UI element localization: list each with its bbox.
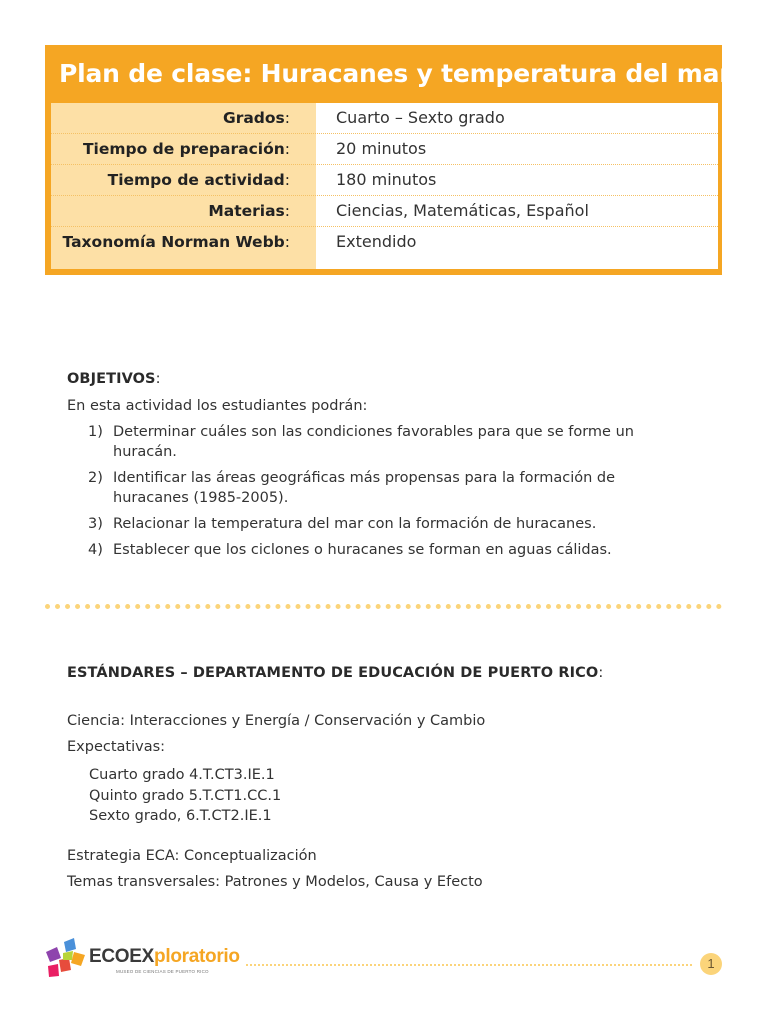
objectives-intro: En esta actividad los estudiantes podrán:: [67, 398, 368, 414]
standards-ciencia: Ciencia: Interacciones y Energía / Conservación y Cambio: [67, 713, 486, 729]
info-row-preparacion: [51, 134, 718, 165]
info-value: Extendido: [316, 227, 718, 269]
list-item: Quinto grado 5.T.CT1.CC.1: [89, 787, 282, 804]
list-item: Sexto grado, 6.T.CT2.IE.1: [89, 808, 272, 824]
info-row-grados: [51, 103, 718, 134]
list-item: Cuarto grado 4.T.CT3.IE.1: [89, 767, 275, 783]
standards-heading: ESTÁNDARES – DEPARTAMENTO DE EDUCACIÓN DE PUERTO RICO:: [67, 665, 604, 681]
info-value: Cuarto – Sexto grado: [316, 103, 718, 134]
objectives-heading: OBJETIVOS:: [67, 371, 161, 387]
lesson-plan-header: [45, 45, 732, 275]
page-title: Plan de clase: Huracanes y temperatura del mar: [59, 59, 732, 88]
info-label: Tiempo de preparación:: [51, 134, 316, 165]
section-divider: [45, 604, 722, 609]
info-label: Grados:: [51, 103, 316, 134]
info-table: [51, 103, 718, 269]
info-row-taxonomia: [51, 227, 718, 269]
logo-subtitle: MUSEO DE CIENCIAS DE PUERTO RICO: [116, 969, 209, 974]
expectativas-list: [89, 765, 281, 827]
info-value: 180 minutos: [316, 165, 718, 196]
standards-expectativas-label: Expectativas:: [67, 739, 166, 755]
standards-temas: Temas transversales: Patrones y Modelos, Causa y Efecto: [67, 874, 483, 890]
list-item: 3) Relacionar la temperatura del mar con la formación de huracanes.: [88, 516, 597, 532]
list-item: 1) Determinar cuáles son las condiciones favorables para que se forme un huracán.: [88, 424, 634, 460]
standards-estrategia: Estrategia ECA: Conceptualización: [67, 848, 317, 864]
info-value: 20 minutos: [316, 134, 718, 165]
info-row-actividad: [51, 165, 718, 196]
list-item: 4) Establecer que los ciclones o huracanes se forman en aguas cálidas.: [88, 542, 612, 558]
info-label: Taxonomía Norman Webb:: [51, 227, 316, 269]
footer-divider: [246, 964, 692, 966]
logo-mark-icon: [44, 936, 88, 980]
ecoexploratorio-logo: [44, 936, 244, 982]
info-label: Tiempo de actividad:: [51, 165, 316, 196]
logo-wordmark: ECOEXploratorio: [89, 946, 240, 967]
info-value: Ciencias, Matemáticas, Español: [316, 196, 718, 227]
page-number: 1: [700, 953, 722, 975]
info-row-materias: [51, 196, 718, 227]
info-label: Materias:: [51, 196, 316, 227]
list-item: 2) Identificar las áreas geográficas más propensas para la formación de huracanes (1985-2005).: [88, 470, 616, 506]
objectives-list: [88, 422, 688, 566]
